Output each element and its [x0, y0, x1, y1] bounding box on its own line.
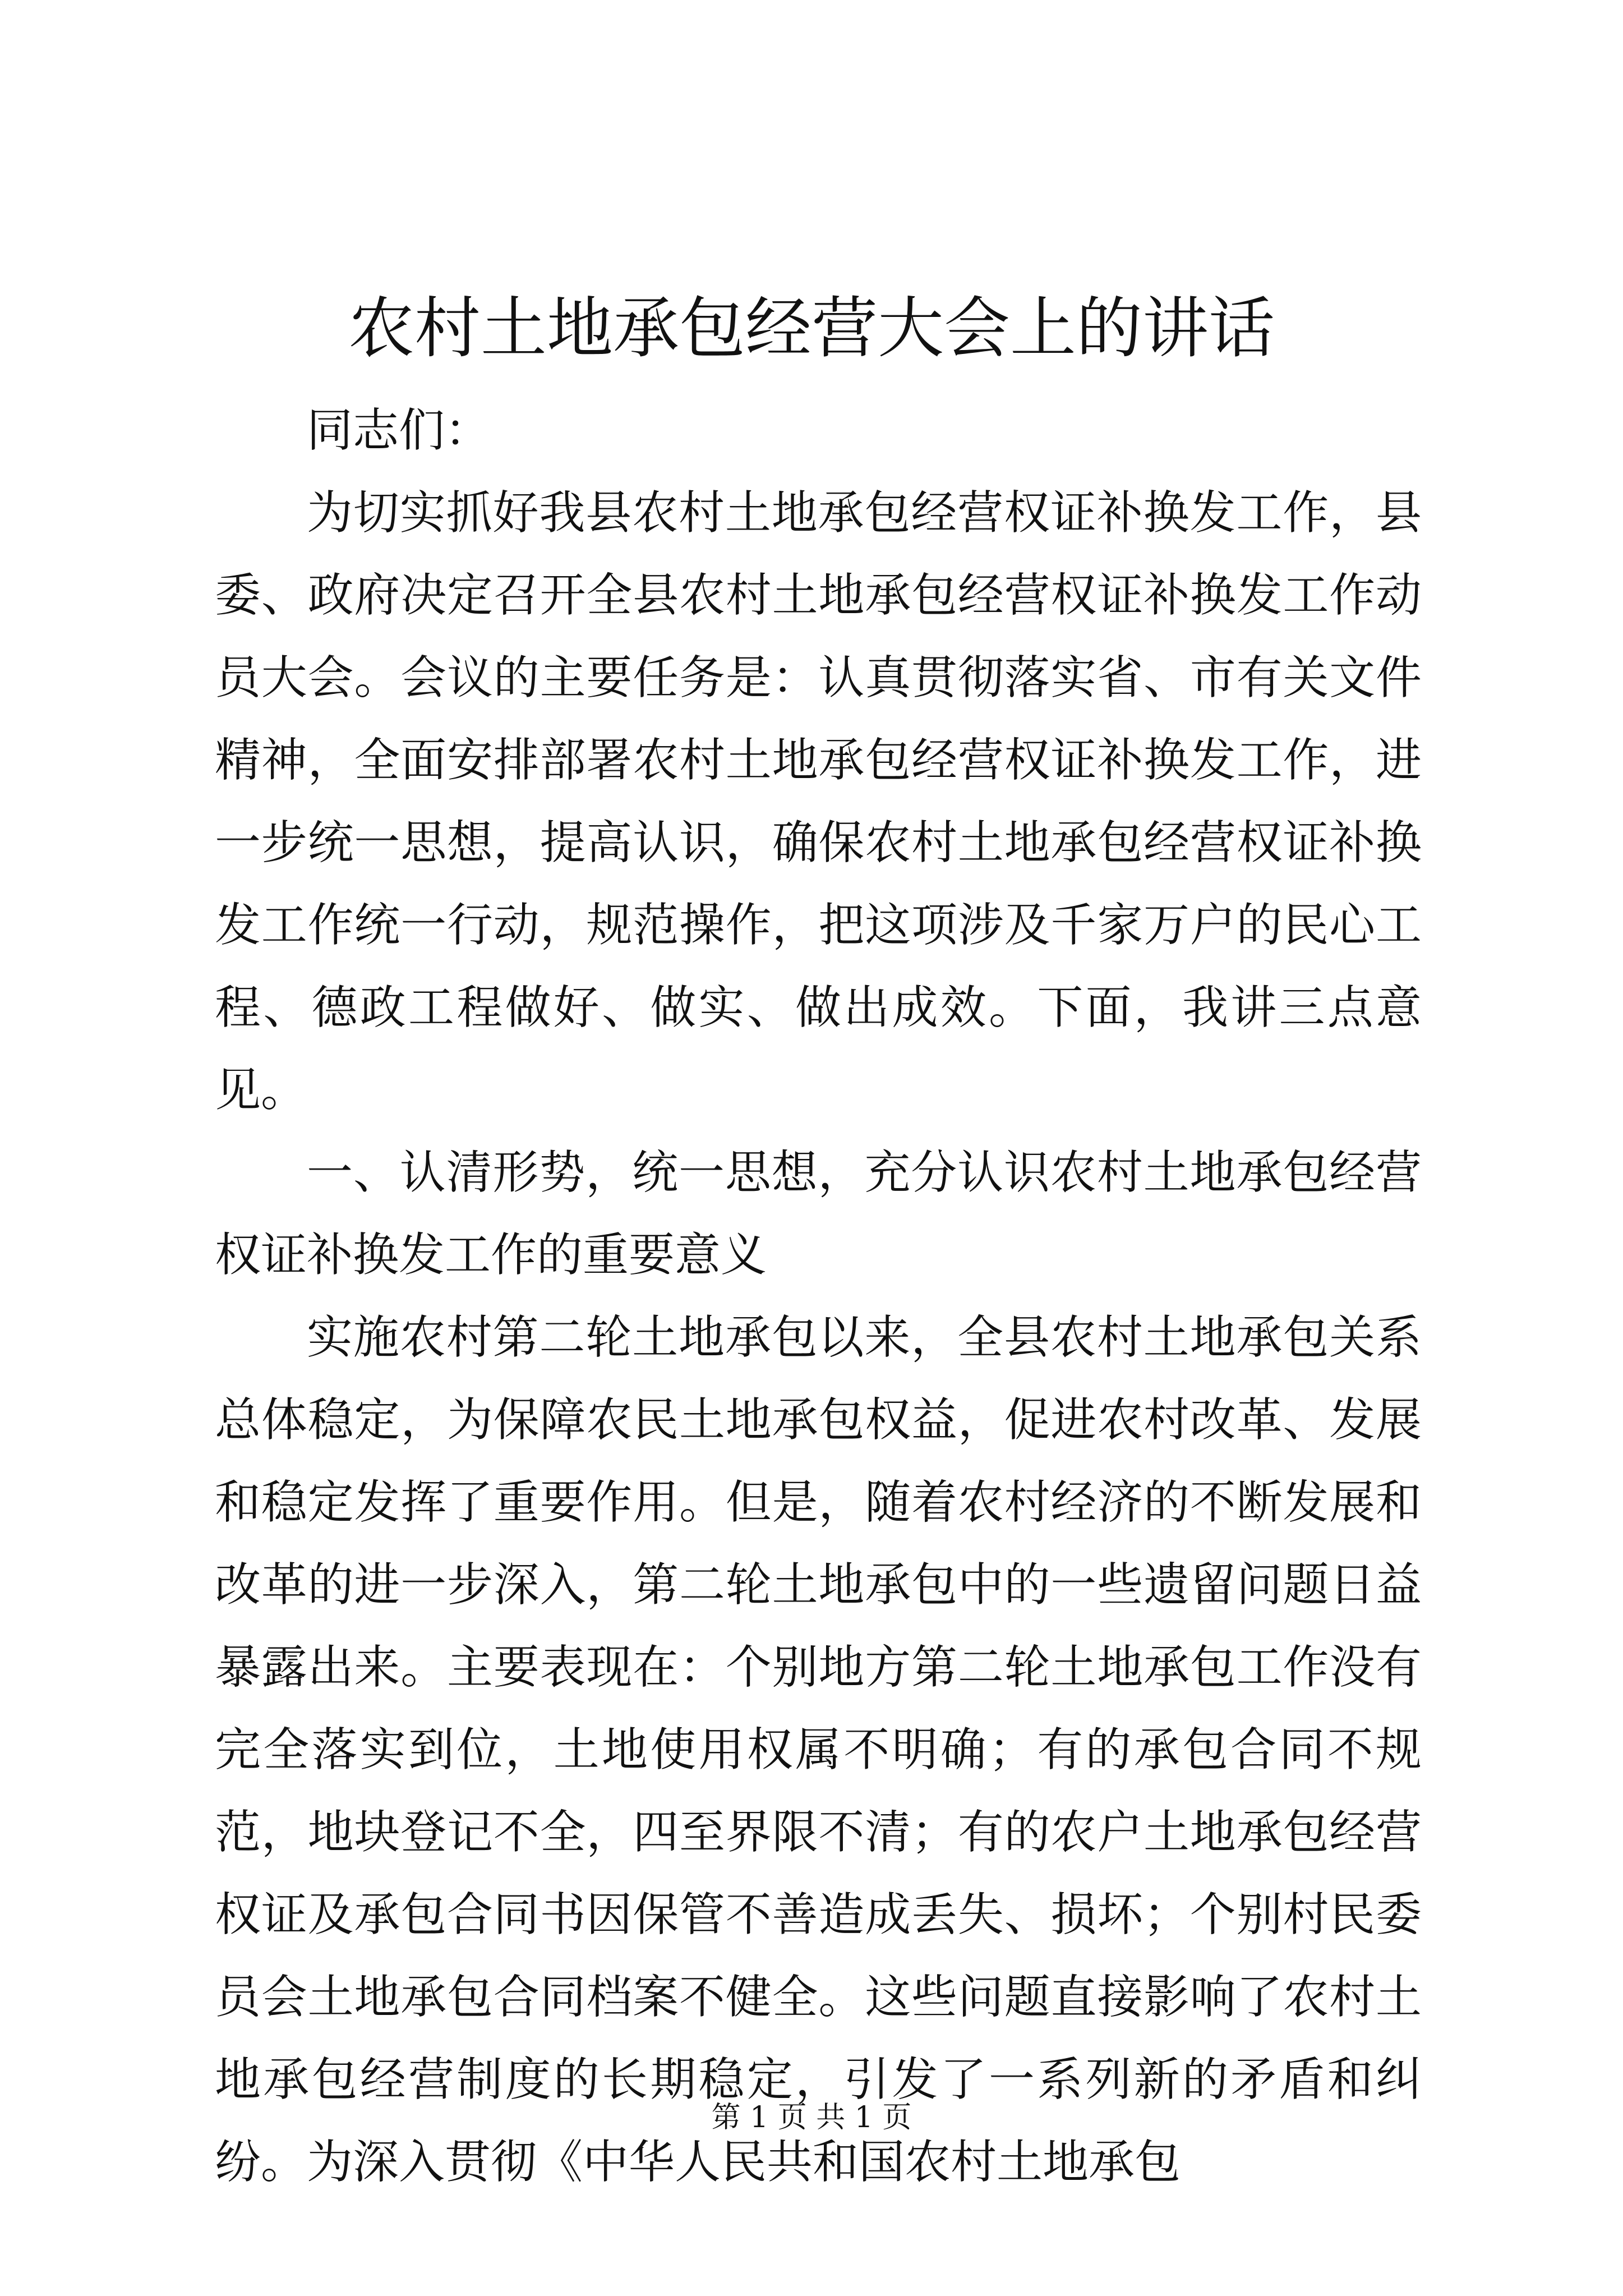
body-paragraph: 实施农村第二轮土地承包以来，全县农村土地承包关系总体稳定，为保障农民土地承包权益，促进农村改革、发展和稳定发挥了重要作用。但是，随着农村经济的不断发展和改革的进一步深入，第二轮土地承包中的一些遗留问题日益暴露出来。主要表现在：个别地方第二轮土地承包工作没有完全落实到位，土地使用权属不明确；有的承包合同不规范，地块登记不全，四至界限不清；有的农户土地承包经营权证及承包合同书因保管不善造成丢失、损坏；个别村民委员会土地承包合同档案不健全。这些问题直接影响了农村土地承包经营制度的长期稳定，引发了一系列新的矛盾和纠纷。为深入贯彻《中华人民共和国农村土地承包 — [215, 1311, 1422, 2189]
page-footer: 第 1 页 共 1 页 — [711, 2101, 912, 2134]
document-title: 农村土地承包经营大会上的讲话 — [348, 289, 1275, 367]
salutation: 同志们： — [307, 404, 491, 457]
body-paragraph: 为切实抓好我县农村土地承包经营权证补换发工作，县委、政府决定召开全县农村土地承包经营权证补换发工作动员大会。会议的主要任务是：认真贯彻落实省、市有关文件精神，全面安排部署农村土地承包经营权证补换发工作，进一步统一思想，提高认识，确保农村土地承包经营权证补换发工作统一行动，规范操作，把这项涉及千家万户的民心工程、德政工程做好、做实、做出成效。下面，我讲三点意见。 — [215, 486, 1422, 1117]
section-heading: 一、认清形势，统一思想，充分认识农村土地承包经营权证补换发工作的重要意义 — [215, 1146, 1422, 1282]
document-body — [215, 389, 1422, 2203]
